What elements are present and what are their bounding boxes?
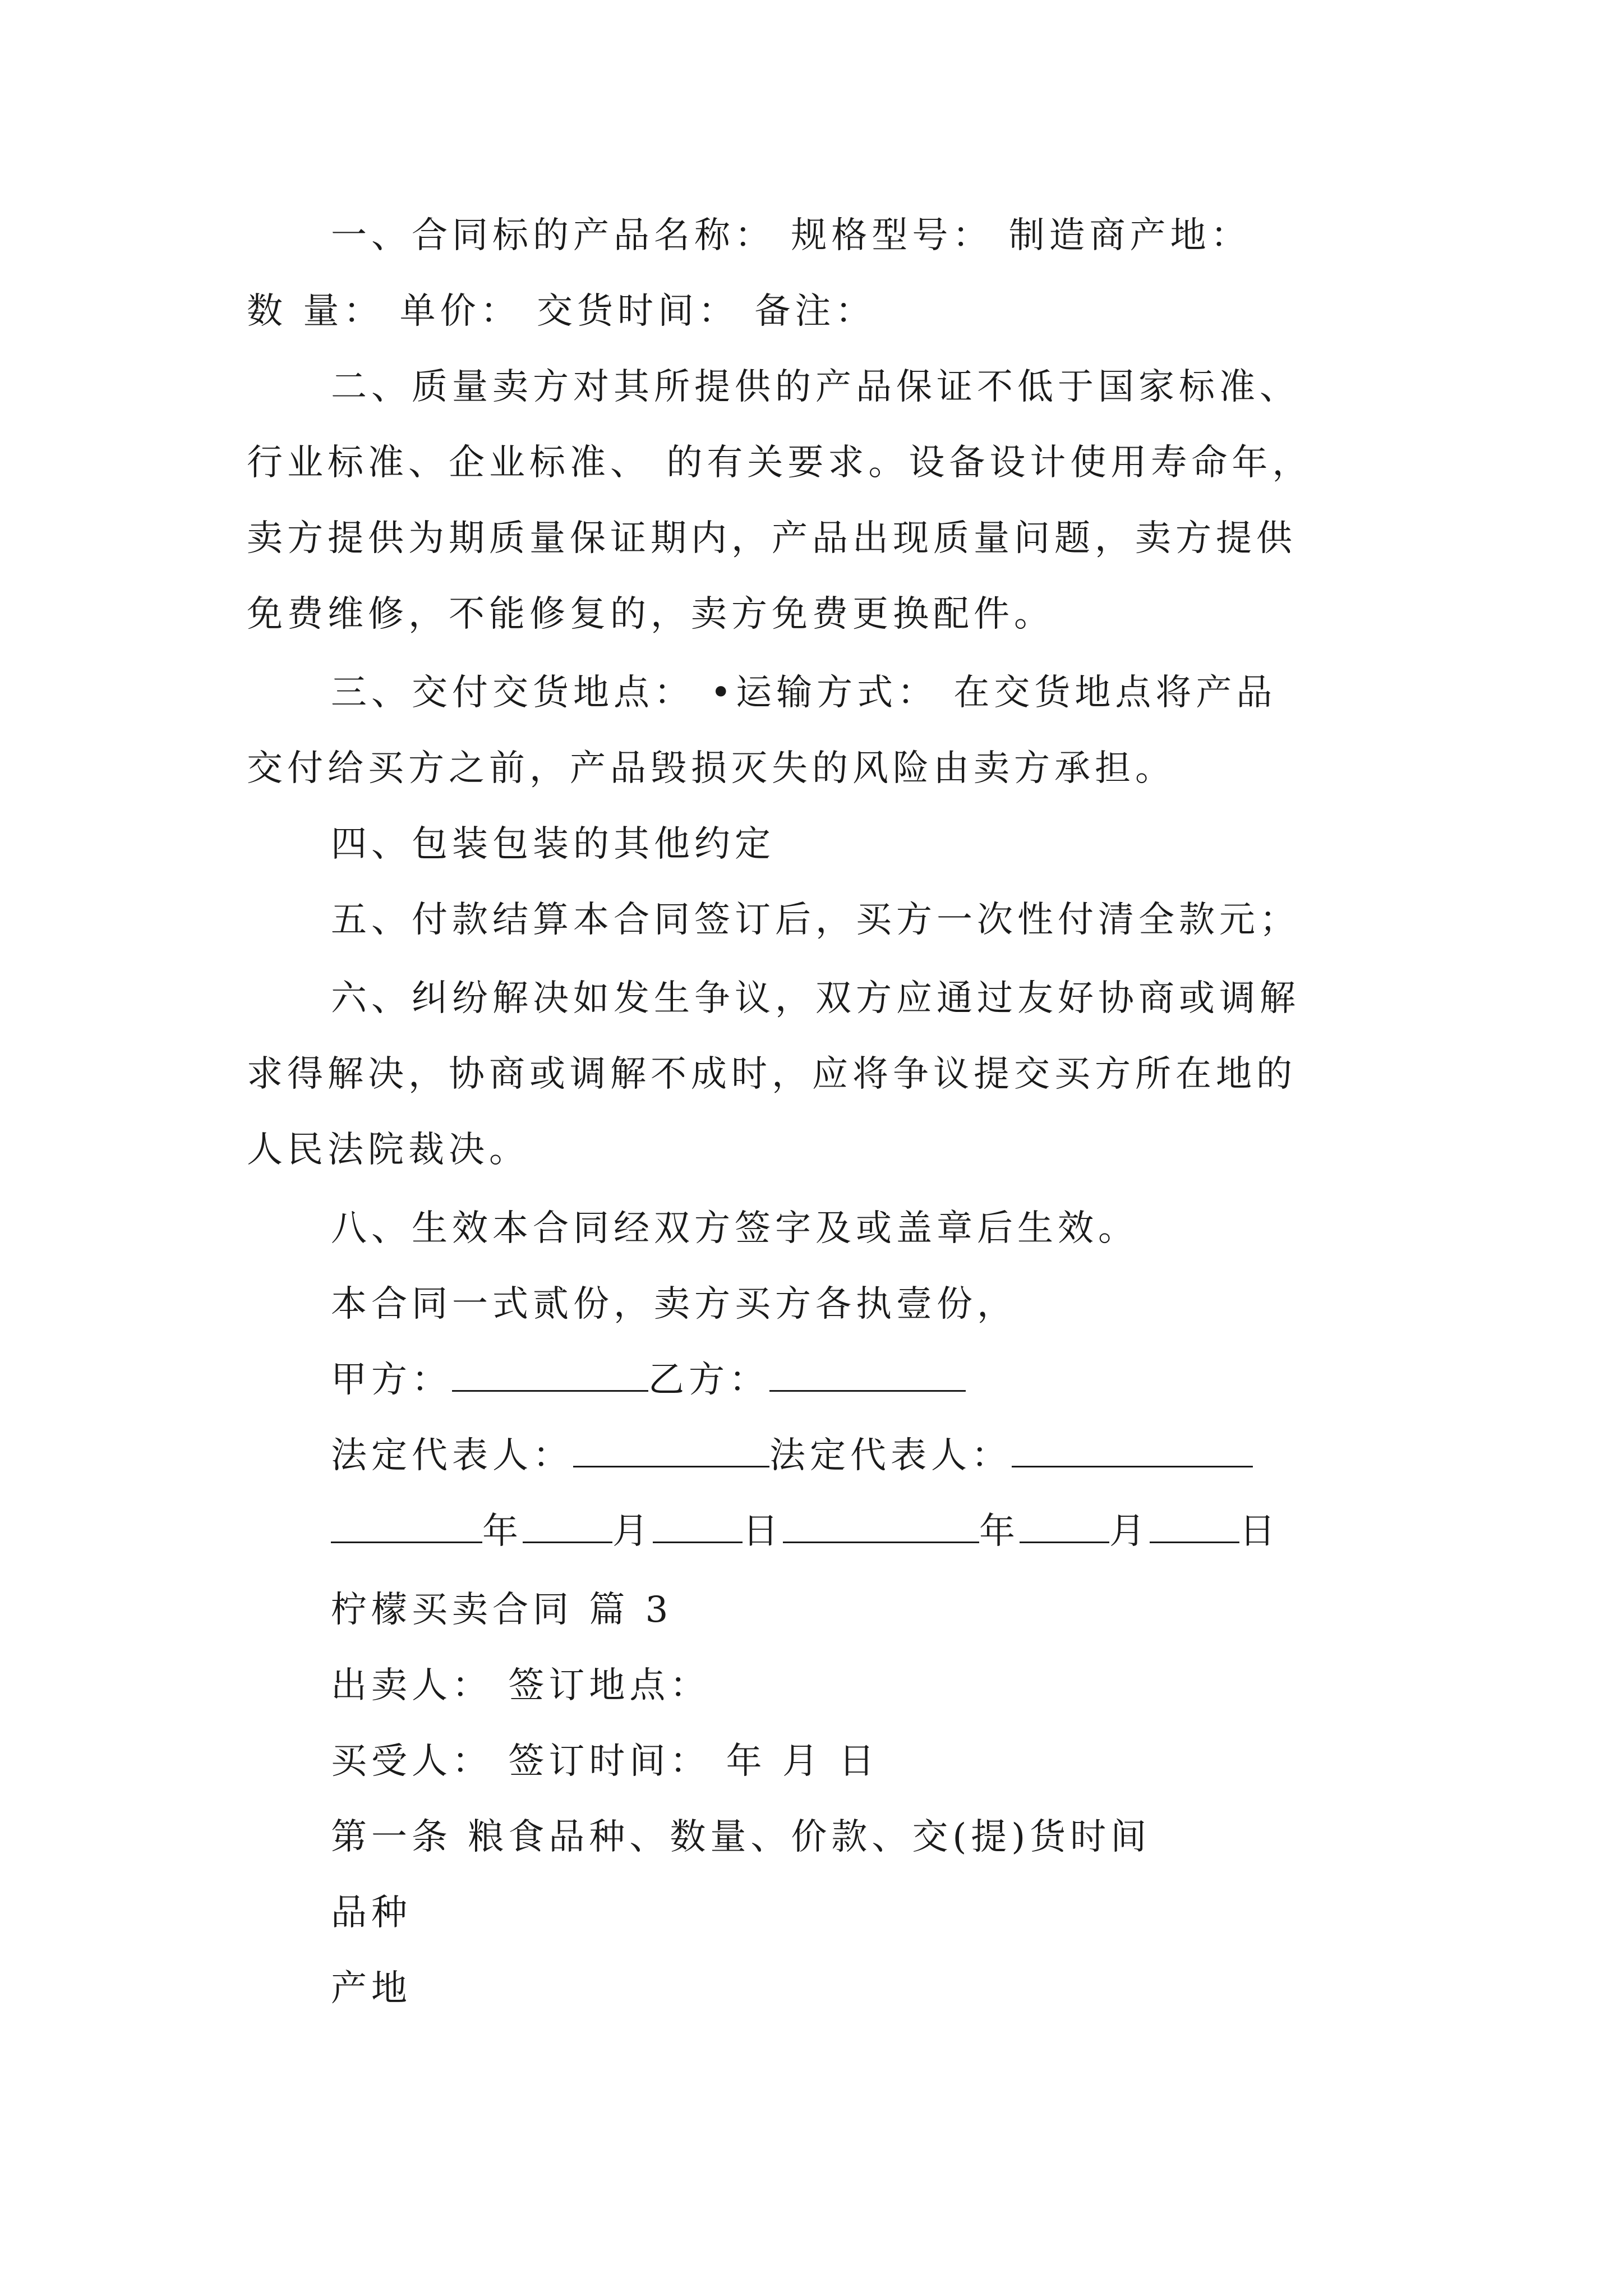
clause-2-line-3: 卖方提供为期质量保证期内，产品出现质量问题，卖方提供	[247, 518, 1297, 559]
legal-rep-a-blank	[573, 1433, 769, 1467]
clause-6-line-3: 人民法院裁决。	[247, 1129, 529, 1171]
day-a-label: 日	[743, 1511, 783, 1552]
year-b-label: 年	[979, 1511, 1020, 1552]
buyer-line: 买受人： 签订时间： 年 月 日	[331, 1741, 879, 1782]
day-b-blank	[1150, 1509, 1239, 1543]
article-1-heading: 第一条 粮食品种、数量、价款、交(提)货时间	[331, 1816, 1151, 1858]
month-b-label: 月	[1109, 1511, 1150, 1552]
clause-1-line-2: 数 量： 单价： 交货时间： 备注：	[247, 291, 876, 332]
variety-label: 品种	[331, 1892, 412, 1934]
origin-label: 产地	[331, 1968, 412, 2009]
legal-rep-row	[0, 1433, 1623, 1478]
month-a-label: 月	[612, 1511, 653, 1552]
clause-2-line-4: 免费维修，不能修复的，卖方免费更换配件。	[247, 593, 1054, 635]
clause-4: 四、包装包装的其他约定	[331, 823, 775, 865]
legal-rep-b-label: 法定代表人：	[769, 1435, 1012, 1476]
party-a-label: 甲方：	[331, 1359, 452, 1401]
month-b-blank	[1020, 1509, 1109, 1543]
clause-5: 五、付款结算本合同签订后，买方一次性付清全款元；	[331, 899, 1300, 941]
day-b-label: 日	[1239, 1511, 1280, 1552]
year-a-label: 年	[482, 1511, 523, 1552]
legal-rep-b-blank	[1012, 1433, 1253, 1467]
clause-6-line-1: 六、纠纷解决如发生争议，双方应通过友好协商或调解	[331, 978, 1300, 1019]
seller-line: 出卖人： 签订地点：	[331, 1665, 711, 1706]
clause-2-line-1: 二、质量卖方对其所提供的产品保证不低于国家标准、	[331, 366, 1300, 408]
copies-clause: 本合同一式贰份，卖方买方各执壹份，	[331, 1283, 1017, 1325]
clause-2-line-2: 行业标准、企业标准、 的有关要求。设备设计使用寿命年，	[247, 442, 1313, 484]
party-a-blank	[452, 1358, 648, 1392]
day-a-blank	[653, 1509, 743, 1543]
month-a-blank	[523, 1509, 612, 1543]
section-3-title: 柠檬买卖合同 篇 3	[331, 1589, 673, 1631]
party-b-blank	[769, 1358, 966, 1392]
clause-3-line-2: 交付给买方之前，产品毁损灭失的风险由卖方承担。	[247, 748, 1175, 789]
legal-rep-a-label: 法定代表人：	[331, 1435, 573, 1476]
clause-8: 八、生效本合同经双方签字及或盖章后生效。	[331, 1208, 1138, 1249]
party-signature-row	[0, 1358, 1623, 1402]
clause-3-line-1: 三、交付交货地点： •运输方式： 在交货地点将产品	[331, 672, 1277, 714]
clause-6-line-2: 求得解决，协商或调解不成时，应将争议提交买方所在地的	[247, 1053, 1297, 1095]
clause-1-line-1: 一、合同标的产品名称： 规格型号： 制造商产地：	[331, 215, 1251, 256]
party-b-label: 乙方：	[648, 1359, 769, 1401]
year-a-blank	[331, 1509, 482, 1543]
year-b-blank	[783, 1509, 979, 1543]
date-row	[0, 1509, 1623, 1554]
